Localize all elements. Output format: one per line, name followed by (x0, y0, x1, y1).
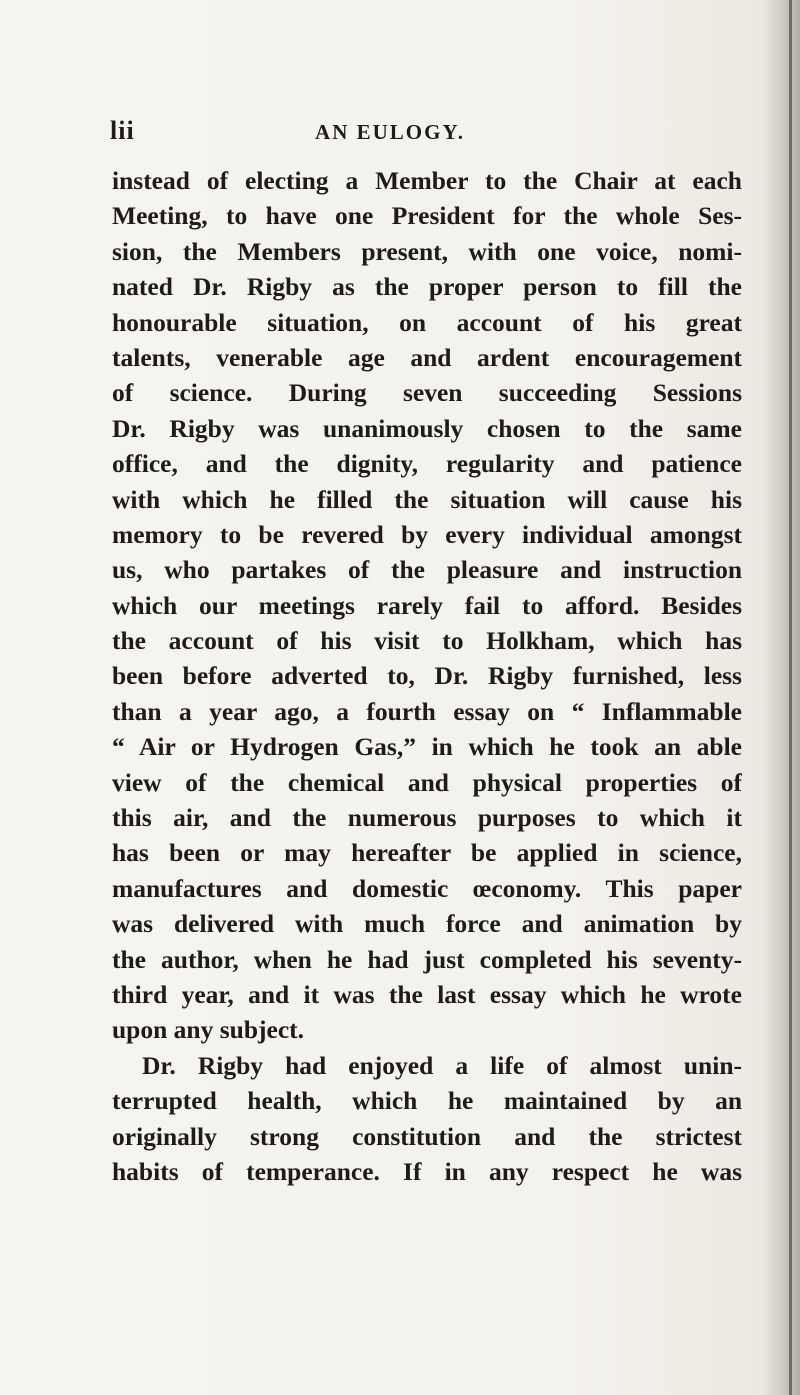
text-line: upon any subject. (112, 1015, 305, 1045)
running-head: AN EULOGY. (315, 120, 465, 144)
text-line: the account of his visit to Holkham, which has (112, 626, 742, 656)
binding-shadow (762, 0, 800, 1395)
text-line: of science. During seven succeeding Sessions (112, 378, 742, 408)
text-line: talents, venerable age and ardent encouragement (112, 342, 742, 372)
text-line: been before adverted to, Dr. Rigby furnished, less (112, 661, 742, 691)
text-line: originally strong constitution and the strictest (112, 1121, 742, 1151)
text-line: sion, the Members present, with one voice, nomi- (112, 236, 742, 266)
body-text (112, 163, 742, 1189)
text-line: this air, and the numerous purposes to which it (112, 803, 742, 833)
text-line: nated Dr. Rigby as the proper person to fill the (112, 272, 742, 302)
text-line: view of the chemical and physical properties of (112, 767, 742, 797)
text-line: Dr. Rigby had enjoyed a life of almost unin- (142, 1050, 742, 1080)
binding-edge (789, 0, 792, 1395)
text-line: honourable situation, on account of his great (112, 307, 742, 337)
text-line: Meeting, to have one President for the whole Ses- (112, 201, 742, 231)
page-number: lii (110, 116, 135, 145)
page-header (110, 116, 730, 150)
text-line: “ Air or Hydrogen Gas,” in which he took an able (112, 732, 742, 762)
text-line: manufactures and domestic œconomy. This paper (112, 873, 742, 903)
text-line: was delivered with much force and animation by (112, 909, 742, 939)
text-line: which our meetings rarely fail to afford. Besides (112, 590, 742, 620)
text-line: with which he filled the situation will cause his (112, 484, 742, 514)
text-line: terrupted health, which he maintained by an (112, 1086, 742, 1116)
text-line: memory to be revered by every individual amongst (112, 519, 742, 549)
text-line: habits of temperance. If in any respect he was (112, 1156, 742, 1186)
text-line: office, and the dignity, regularity and patience (112, 449, 742, 479)
text-line: instead of electing a Member to the Chair at each (112, 166, 742, 195)
text-line: us, who partakes of the pleasure and instruction (112, 555, 742, 585)
text-line: third year, and it was the last essay which he wrote (112, 979, 742, 1009)
text-line: than a year ago, a fourth essay on “ Inflammable (112, 696, 742, 726)
text-line: Dr. Rigby was unanimously chosen to the same (112, 413, 742, 443)
text-line: has been or may hereafter be applied in science, (112, 838, 742, 868)
text-line: the author, when he had just completed his seventy- (112, 944, 742, 974)
